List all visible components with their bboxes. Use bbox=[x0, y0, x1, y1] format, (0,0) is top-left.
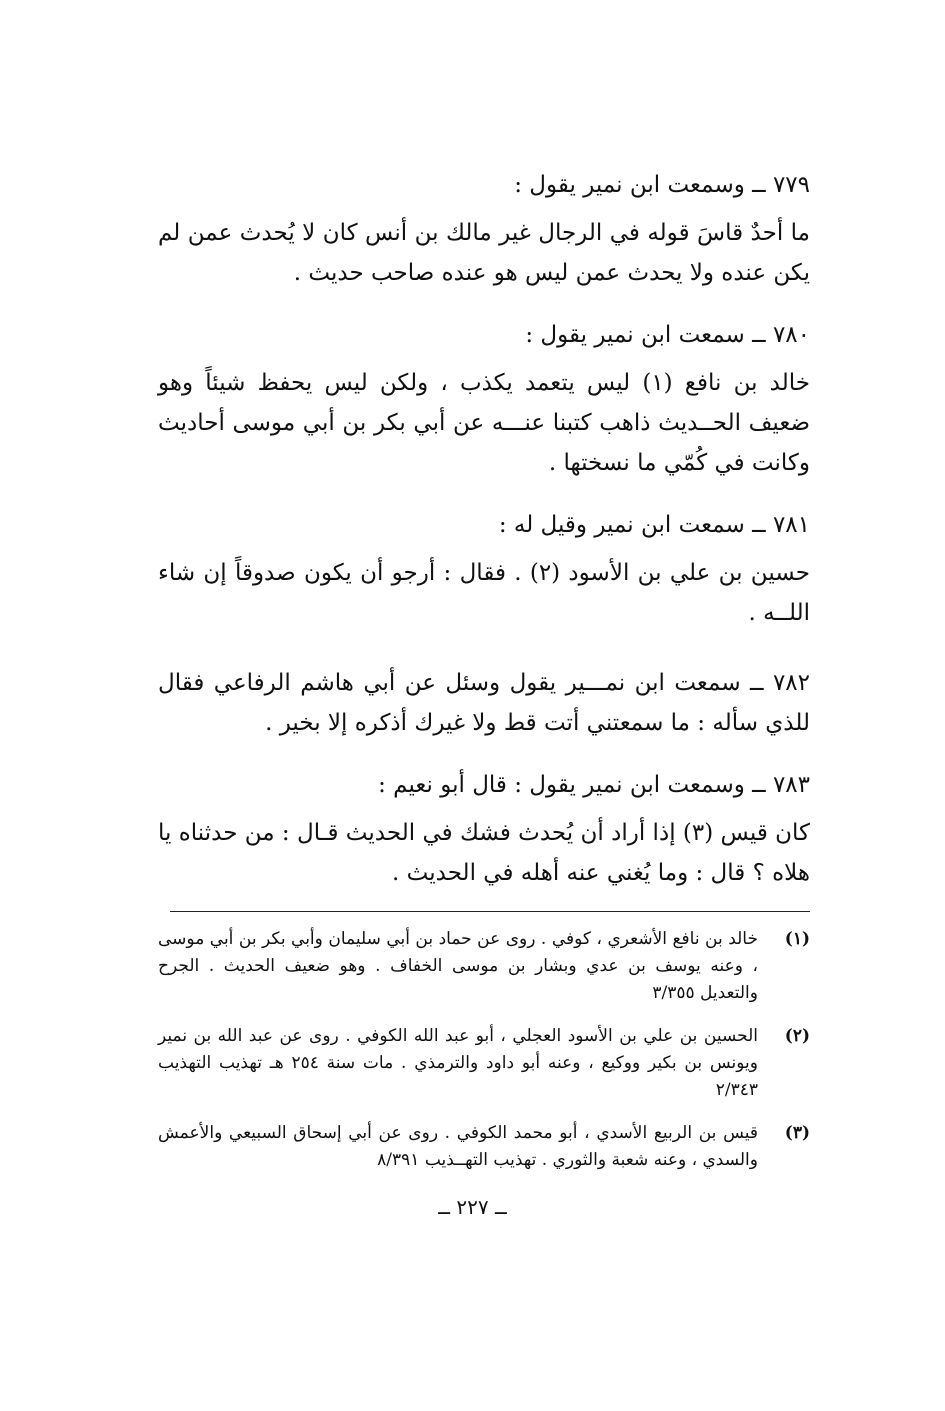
entry-header: ٧٨٣ ــ وسمعت ابن نمير يقول : قال أبو نعيم : bbox=[378, 772, 810, 798]
entry-header: ٧٨٠ ــ سمعت ابن نمير يقول : bbox=[525, 322, 810, 348]
entry-782 bbox=[158, 663, 810, 743]
entry-header: ٧٨٢ ــ سمعت ابن نمـــير يقول وسئل عن أبي هاشم الرفاعي فقال للذي سأله : ما سمعتني أتت قط ولا غيرك أذكره إلا بخير . bbox=[158, 670, 810, 736]
page-number: ــ ٢٢٧ ــ bbox=[438, 1195, 507, 1219]
entry-779 bbox=[158, 165, 810, 293]
footnote-marker: (٢) bbox=[784, 1026, 810, 1046]
entry-783 bbox=[158, 765, 810, 893]
entry-body: ما أحدٌ قاسَ قوله في الرجال غير مالك بن أنس كان لا يُحدث عمن لم يكن عنده ولا يحدث عمن ليس هو عنده صاحب حديث . bbox=[158, 220, 810, 286]
footnote-text: قيس بن الربيع الأسدي ، أبو محمد الكوفي . روى عن أبي إسحاق السبيعي والأعمش والسدي ، وعنه شعبة والثوري . تهذيب التهــذيب ٨/٣٩١ bbox=[158, 1123, 758, 1170]
entry-body: خالد بن نافع (١) ليس يتعمد يكذب ، ولكن ليس يحفظ شيئاً وهو ضعيف الحــديث ذاهب كتبنا عنـــه عن أبي بكر بن أبي موسى أحاديث وكانت في كُمّي ما نسختها . bbox=[158, 370, 810, 476]
entry-header: ٧٨١ ــ سمعت ابن نمير وقيل له : bbox=[498, 512, 810, 538]
footnote-1 bbox=[158, 926, 810, 1007]
footnote-3 bbox=[158, 1120, 810, 1174]
footnote-marker: (٣) bbox=[784, 1123, 810, 1143]
footnote-2 bbox=[158, 1023, 810, 1104]
footnote-divider bbox=[170, 911, 810, 912]
entry-header: ٧٧٩ ــ وسمعت ابن نمير يقول : bbox=[514, 172, 810, 198]
footnote-marker: (١) bbox=[784, 929, 810, 949]
footnote-text: خالد بن نافع الأشعري ، كوفي . روى عن حماد بن أبي سليمان وأبي بكر بن أبي موسى ، وعنه يوسف بن عدي وبشار بن موسى الخفاف . وهو ضعيف الحديث . الجرح والتعديل ٣/٣٥٥ bbox=[158, 929, 758, 1003]
entry-781 bbox=[158, 505, 810, 633]
entry-body: حسين بن علي بن الأسود (٢) . فقال : أرجو أن يكون صدوقاً إن شاء اللــه . bbox=[158, 560, 810, 626]
footnote-text: الحسين بن علي بن الأسود العجلي ، أبو عبد الله الكوفي . روى عن عبد الله بن نمير ويونس بن بكير ووكيع ، وعنه أبو داود والترمذي . مات سنة ٢٥٤ هـ تهذيب التهذيب ٢/٣٤٣ bbox=[158, 1026, 758, 1100]
entry-780 bbox=[158, 315, 810, 483]
entry-body: كان قيس (٣) إذا أراد أن يُحدث فشك في الحديث قـال : من حدثناه يا هلاه ؟ قال : وما يُغني عنه أهله في الحديث . bbox=[158, 820, 810, 886]
